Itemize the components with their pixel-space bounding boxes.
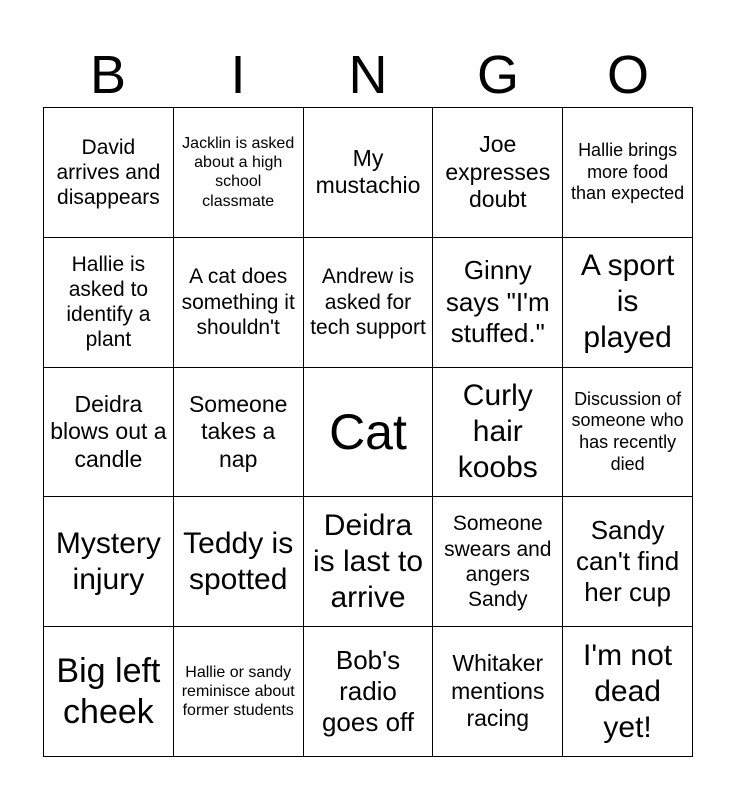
bingo-cell[interactable] (174, 108, 304, 238)
bingo-cell[interactable] (174, 238, 304, 368)
bingo-cell-text: Discussion of someone who has recently died (571, 388, 684, 474)
bingo-cell-text: My mustachio (315, 144, 421, 199)
header-letter-g: G (476, 45, 519, 105)
bingo-cell[interactable] (174, 627, 304, 757)
bingo-cell-text: Deidra blows out a candle (50, 390, 167, 472)
bingo-cell[interactable] (563, 368, 693, 498)
bingo-cell-text: Big left cheek (56, 651, 161, 731)
bingo-cell[interactable] (433, 627, 563, 757)
bingo-cell-text: Sandy can't find her cup (575, 515, 680, 608)
bingo-cell[interactable] (563, 108, 693, 238)
header-letter-o: O (606, 45, 649, 105)
bingo-cell[interactable] (433, 108, 563, 238)
header-letter-n: N (348, 45, 388, 105)
bingo-cell-text: Andrew is asked for tech support (310, 265, 426, 339)
bingo-cell[interactable] (174, 497, 304, 627)
bingo-cell-text: Cat (329, 403, 407, 460)
bingo-cell-text: Hallie is asked to identify a plant (66, 252, 151, 352)
bingo-cell[interactable] (433, 368, 563, 498)
bingo-cell[interactable] (174, 368, 304, 498)
bingo-cell[interactable] (304, 238, 434, 368)
bingo-free-cell[interactable] (304, 368, 434, 498)
bingo-cell[interactable] (304, 627, 434, 757)
bingo-cell[interactable] (44, 238, 174, 368)
bingo-board (43, 107, 693, 757)
bingo-cell-text: Someone swears and angers Sandy (444, 512, 552, 611)
bingo-cell-text: Someone takes a nap (188, 390, 288, 472)
bingo-cell-text: Ginny says "I'm stuffed." (445, 255, 550, 348)
bingo-cell[interactable] (44, 627, 174, 757)
header-letter-i: I (230, 45, 246, 105)
header-letter-b: B (89, 45, 127, 105)
bingo-cell[interactable] (304, 108, 434, 238)
bingo-cell-text: Hallie brings more food than expected (571, 140, 685, 204)
bingo-header (43, 42, 693, 108)
bingo-cell-text: Whitaker mentions racing (451, 650, 545, 732)
bingo-cell[interactable] (44, 497, 174, 627)
bingo-cell-text: Mystery injury (55, 526, 161, 596)
bingo-cell[interactable] (563, 238, 693, 368)
bingo-cell-text: David arrives and disappears (56, 135, 161, 209)
bingo-cell[interactable] (563, 627, 693, 757)
bingo-cell-text: Deidra is last to arrive (312, 508, 424, 614)
bingo-cell[interactable] (433, 238, 563, 368)
bingo-cell-text: Curly hair koobs (457, 378, 538, 484)
bingo-cell-text: Teddy is spotted (183, 526, 294, 596)
bingo-cell-text: Jacklin is asked about a high school classmate (182, 135, 295, 210)
bingo-cell[interactable] (563, 497, 693, 627)
bingo-cell-text: I'm not dead yet! (583, 638, 673, 744)
bingo-cell[interactable] (433, 497, 563, 627)
bingo-cell[interactable] (304, 497, 434, 627)
bingo-cell[interactable] (44, 368, 174, 498)
bingo-cell-text: Bob's radio goes off (321, 644, 415, 738)
bingo-cell-text: Joe expresses doubt (445, 131, 551, 213)
bingo-cell-text: Hallie or sandy reminisce about former students (181, 663, 295, 720)
bingo-cell-text: A sport is played (580, 249, 675, 355)
bingo-cell[interactable] (44, 108, 174, 238)
bingo-cell-text: A cat does something it shouldn't (181, 265, 295, 339)
